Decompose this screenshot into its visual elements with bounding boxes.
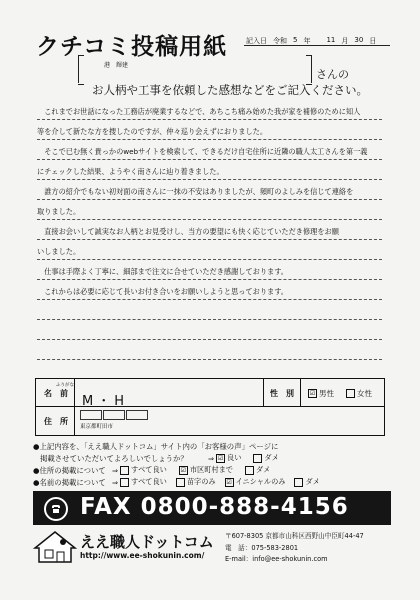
review-line: これまでお世話になった工務店が廃業するなどで、あちこち痛み始めた我が家を補修のために知人 (37, 100, 382, 120)
contact-phone: 電 話：075-583-2801 (225, 543, 299, 552)
house-logo-icon (33, 530, 77, 564)
address-field[interactable]: 東京都町田市 (80, 424, 114, 430)
q3-options (112, 477, 320, 487)
q1-no-label: ダメ (264, 453, 279, 462)
form-title: クチコミ投稿用紙 (36, 34, 228, 60)
review-line: そこで已む無く貴っかのwebサイトを検索して、できるだけ自宅住所に近隣の職人太工さんを第一義 (37, 140, 382, 160)
date-year: 5 (293, 36, 298, 44)
q1-line1: ●上記内容を、「ええ職人ドットコム」サイト内の「お客様の声」ページに (33, 442, 279, 451)
brand-url[interactable]: http://www.ee-shokunin.com/ (80, 551, 205, 560)
q2-all-checkbox[interactable] (120, 466, 129, 475)
q3-no-label: ダメ (305, 477, 320, 486)
date-year-unit: 年 (303, 37, 311, 45)
gender-male-option[interactable] (308, 388, 334, 399)
name-label: 名前 (44, 389, 76, 398)
review-body (37, 100, 382, 360)
arrow-icon: ⇒ (208, 453, 215, 463)
date-month: 11 (326, 36, 336, 44)
table-divider (74, 378, 75, 436)
postal-box[interactable] (126, 410, 148, 420)
fax-phone-icon (44, 497, 68, 521)
q2-no-label: ダメ (255, 465, 271, 474)
date-underline (244, 45, 390, 46)
review-line: 仕事は手際よく丁寧に、細部まで注文に合せていただき感謝しております。 (37, 260, 382, 280)
q2-city-checkbox[interactable]: ☑ (180, 466, 187, 474)
q1-yes-checkbox[interactable]: ☑ (217, 454, 224, 462)
q3-label: ●名前の掲載について (33, 478, 106, 487)
review-line (37, 340, 382, 360)
female-checkbox[interactable] (346, 389, 355, 398)
q3-surname-checkbox[interactable] (176, 478, 185, 487)
form-subtitle: お人柄や工事を依頼した感想などをご記入ください。 (92, 83, 368, 97)
name-field[interactable]: M・H (82, 394, 128, 409)
contact-email[interactable]: E-mail：info@ee-shokunin.com (225, 555, 328, 563)
arrow-icon: ⇒ (112, 477, 119, 487)
gender-female-option[interactable] (346, 388, 372, 399)
q1-yes-label: 良い (227, 453, 242, 462)
review-line: 取りました。 (37, 200, 382, 220)
company-suffix: さんの (316, 68, 349, 81)
contact-address: 〒607-8305 京都市山科区西野山中臣町44-47 (225, 532, 364, 540)
date-day-unit: 日 (369, 37, 377, 45)
review-line (37, 320, 382, 340)
q2-options (112, 465, 270, 475)
furigana-label: ふりがな (56, 383, 74, 388)
date-era: 令和 (273, 37, 287, 45)
male-label: 男性 (319, 389, 334, 398)
date-day: 30 (354, 36, 364, 44)
contact-info (225, 531, 364, 566)
date-month-unit: 月 (341, 37, 349, 45)
q2-city-label: 市区町村まで (189, 465, 233, 474)
review-line: いしました。 (37, 240, 382, 260)
review-line: 等を介して新たな方を捜したのですが、仲々巡り会えずにおりました。 (37, 120, 382, 140)
q1-no-checkbox[interactable] (253, 454, 262, 463)
address-label: 住所 (44, 417, 76, 426)
gender-label: 性別 (270, 389, 302, 398)
q3-all-label: すべて良い (131, 477, 167, 486)
q3-all-checkbox[interactable] (120, 478, 129, 487)
q2-no-checkbox[interactable] (245, 466, 254, 475)
q1-line2: 掲載させていただいてよろしいでしょうか？ (40, 454, 188, 463)
review-line: にチェックした結果、ようやく南さんに辿り着きました。 (37, 160, 382, 180)
review-line: 誰方の紹介でもない初対面の南さんに一抹の不安はありましたが、頻町のよしみを信じて連絡を (37, 180, 382, 200)
review-line: 直接お会いして誠実なお人柄とお見受けし、当方の要望にも快く応じていただき修理をお願 (37, 220, 382, 240)
q1-options (208, 453, 279, 463)
female-label: 女性 (357, 389, 372, 398)
q2-label: ●住所の掲載について (33, 466, 106, 475)
q3-initial-label: イニシャルのみ (235, 477, 286, 486)
postal-box[interactable] (103, 410, 125, 420)
postal-box[interactable] (80, 410, 102, 420)
fax-number: FAX 0800-888-4156 (80, 494, 349, 520)
table-divider (263, 378, 264, 406)
postal-code-boxes[interactable] (80, 410, 148, 420)
q3-no-checkbox[interactable] (294, 478, 303, 487)
male-checkbox[interactable]: ☑ (309, 390, 316, 397)
review-line (37, 300, 382, 320)
date-label: 記入日 (246, 37, 267, 45)
q2-all-label: すべて良い (131, 465, 167, 474)
brand-name: ええ職人ドットコム (80, 533, 214, 551)
q3-initial-checkbox[interactable]: ☑ (226, 478, 232, 486)
q3-surname-label: 苗字のみ (186, 477, 216, 486)
review-line: これからは必要に応じて長いお付き合いをお願いしようと思っております。 (37, 280, 382, 300)
arrow-icon: ⇒ (112, 465, 119, 475)
company-name: 港 輝建 (104, 62, 129, 69)
